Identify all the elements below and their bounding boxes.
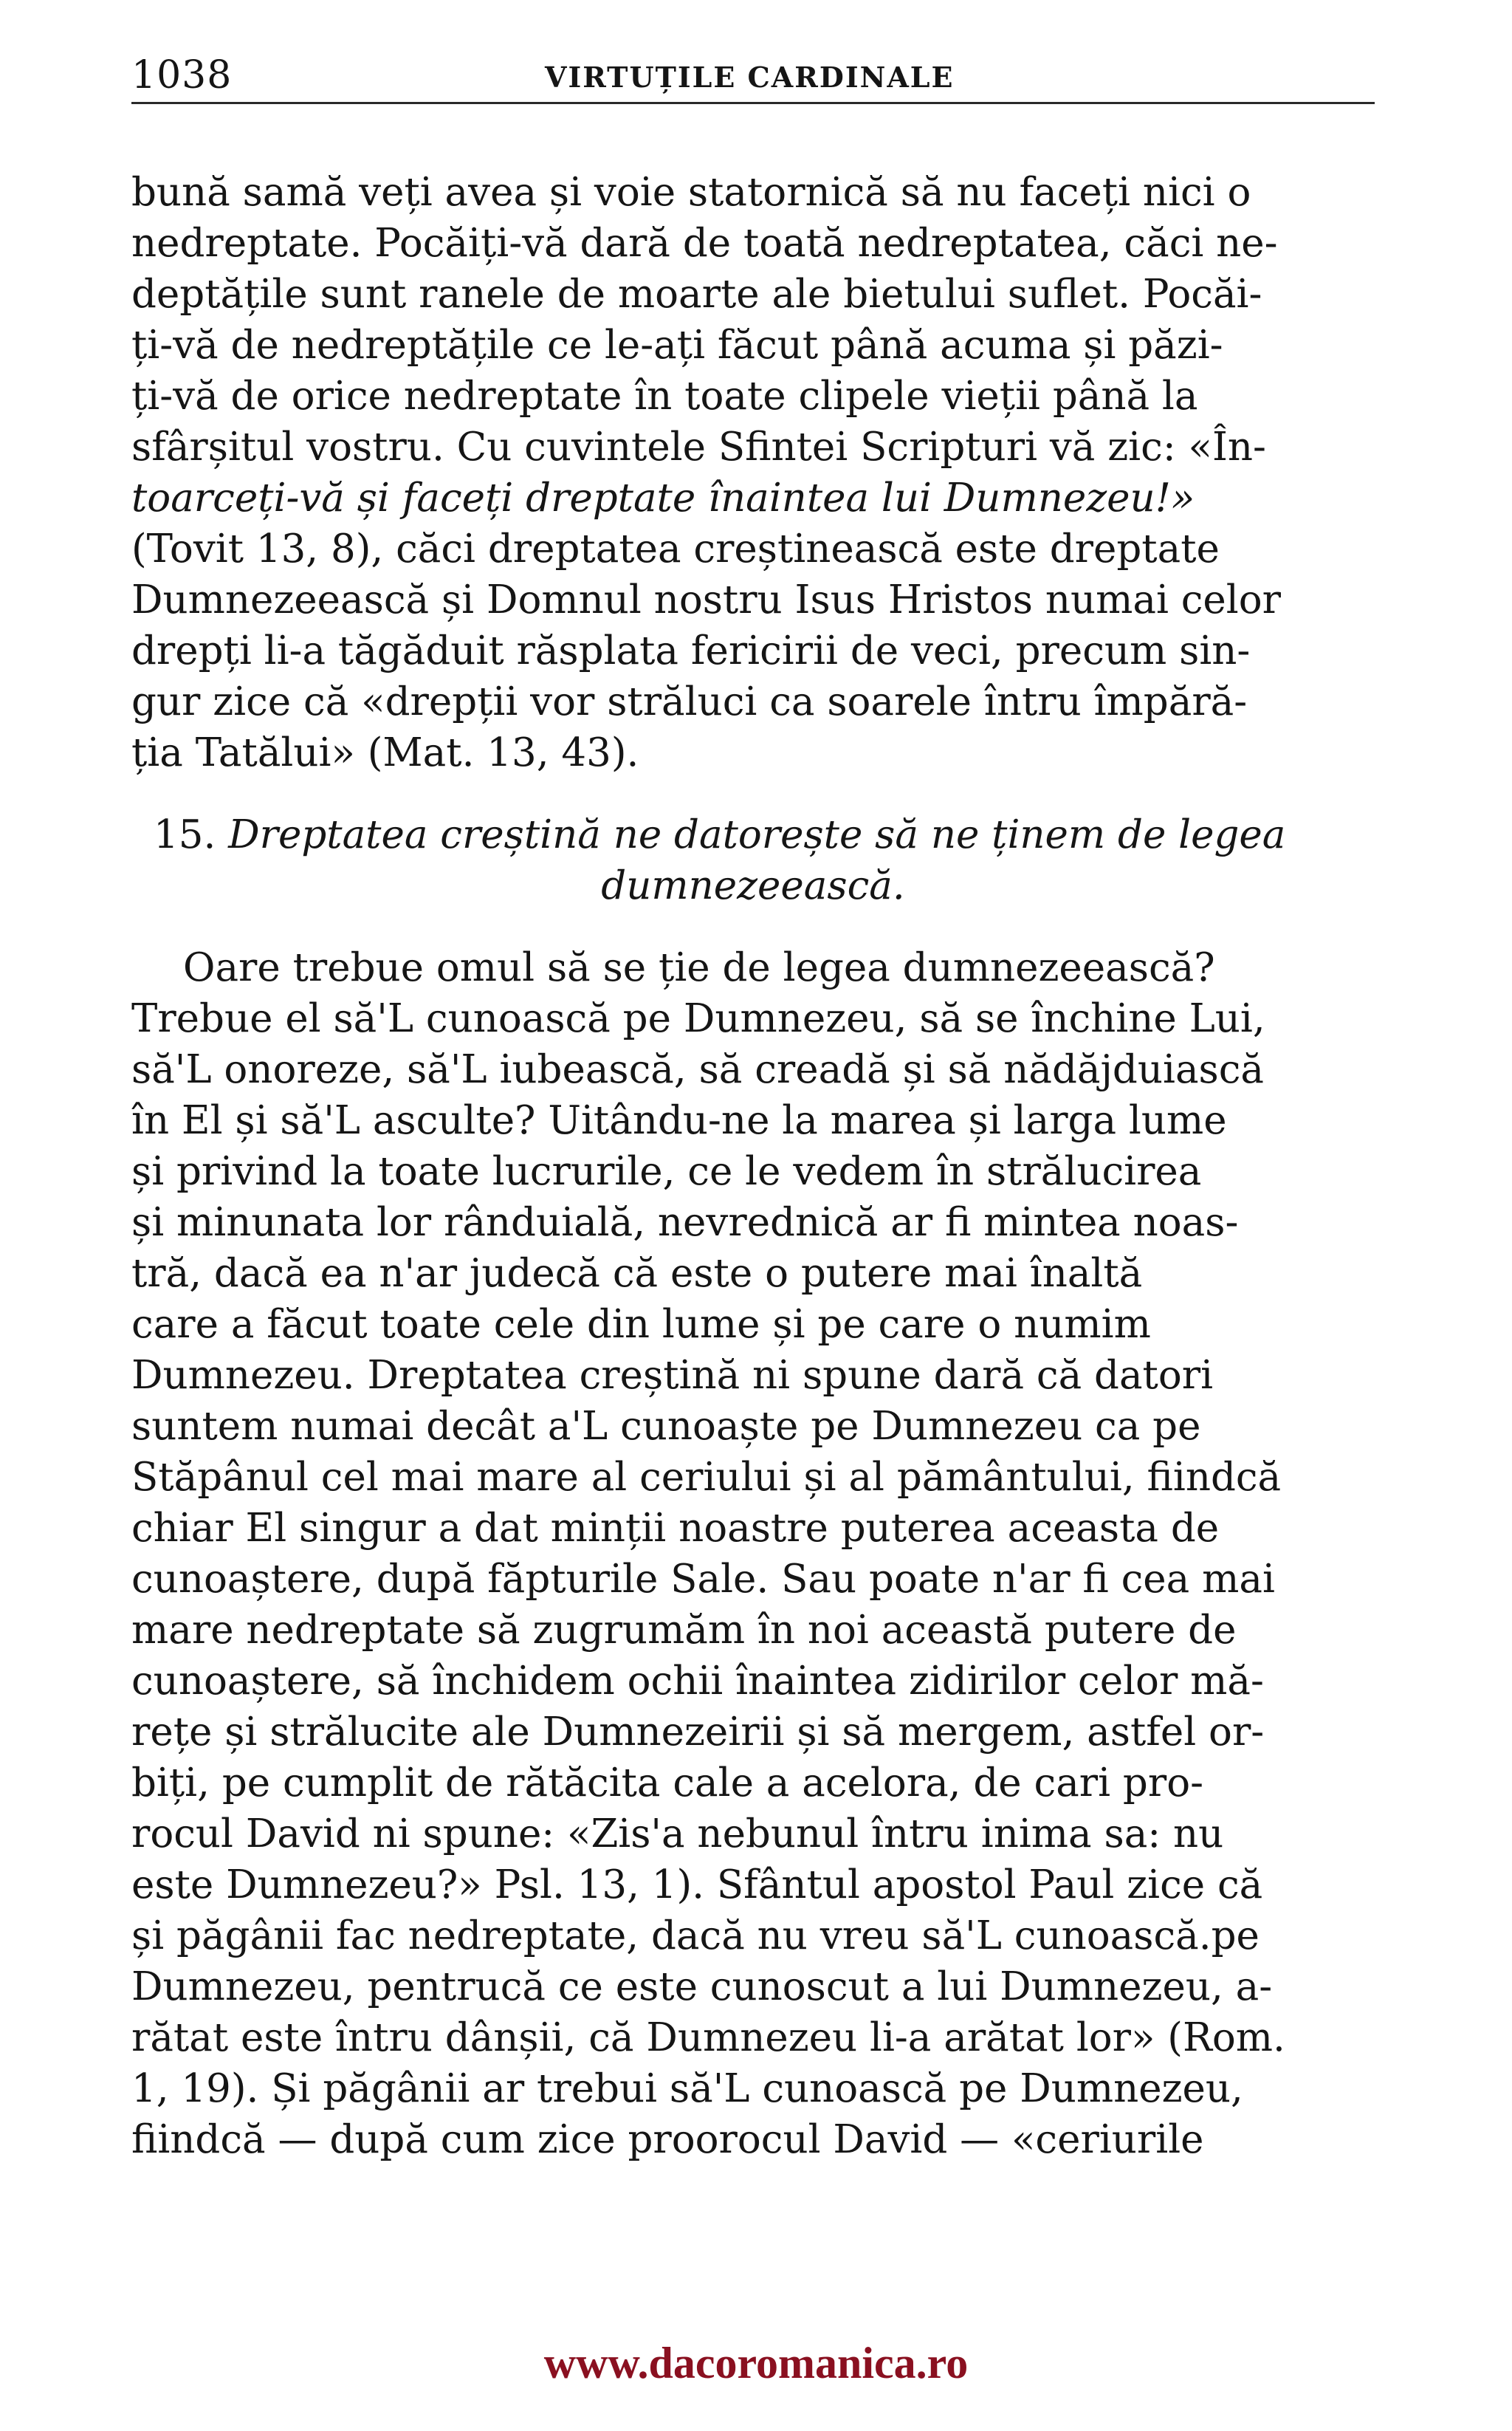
text-line: Dumnezeu, pentrucă ce este cunoscut a lui Dumnezeu, a- bbox=[131, 1964, 1273, 2009]
text-line: biți, pe cumplit de rătăcita cale a acelora, de cari pro- bbox=[131, 1760, 1204, 1806]
running-head: VIRTUȚILE CARDINALE bbox=[545, 61, 955, 94]
text-line: este Dumnezeu?» Psl. 13, 1). Sfântul apostol Paul zice că bbox=[131, 1862, 1263, 1907]
text-line: în El și să'L asculte? Uitându-ne la marea și larga lume bbox=[131, 1098, 1227, 1143]
text-line: 1, 19). Și păgânii ar trebui să'L cunoască pe Dumnezeu, bbox=[131, 2066, 1243, 2111]
text-line: ția Tatălui» (Mat. 13, 43). bbox=[131, 730, 639, 775]
text-line: Stăpânul cel mai mare al ceriului și al pământului, fiindcă bbox=[131, 1455, 1282, 1500]
text-line: și păgânii fac nedreptate, dacă nu vreu să'L cunoască.pe bbox=[131, 1913, 1260, 1958]
text-line: (Tovit 13, 8), căci dreptatea creștinească este dreptate bbox=[131, 527, 1220, 572]
text-line: suntem numai decât a'L cunoaște pe Dumnezeu ca pe bbox=[131, 1404, 1201, 1449]
text-line: sfârșitul vostru. Cu cuvintele Sfintei Scripturi vă zic: «În- bbox=[131, 425, 1266, 470]
section-gap bbox=[131, 778, 1375, 809]
text-line: ți-vă de orice nedreptate în toate clipele vieții până la bbox=[131, 374, 1198, 419]
section-title-part-1: Dreptatea creștină ne datorește să ne ținem de legea bbox=[228, 812, 1286, 857]
text-line: rocul David ni spune: «Zis'a nebunul întru inima sa: nu bbox=[131, 1811, 1224, 1856]
text-line: gur zice că «drepții vor străluci ca soarele întru împără- bbox=[131, 679, 1248, 724]
page-number: 1038 bbox=[131, 53, 233, 97]
paragraph-1 bbox=[131, 167, 1375, 778]
section-heading-line-2: dumnezeească. bbox=[601, 863, 905, 908]
text-line: Oare trebue omul să se ție de legea dumnezeească? bbox=[183, 945, 1215, 990]
text-line: tră, dacă ea n'ar judecă că este o putere mai înaltă bbox=[131, 1251, 1143, 1296]
text-line: Trebue el să'L cunoască pe Dumnezeu, să se închine Lui, bbox=[131, 996, 1265, 1041]
paragraph-2 bbox=[131, 942, 1375, 2165]
text-line: rețe și strălucite ale Dumnezeirii și să mergem, astfel or- bbox=[131, 1710, 1265, 1755]
text-line: ți-vă de nedreptățile ce le-ați făcut până acuma și păzi- bbox=[131, 323, 1223, 368]
footer-website-url[interactable]: www.dacoromanica.ro bbox=[543, 2339, 969, 2387]
text-line: și privind la toate lucrurile, ce le vedem în strălucirea bbox=[131, 1149, 1202, 1194]
text-line: și minunata lor rânduială, nevrednică ar fi mintea noas- bbox=[131, 1200, 1239, 1245]
text-line: fiindcă — după cum zice proorocul David — «ceriurile bbox=[131, 2117, 1204, 2162]
section-heading-line-1 bbox=[131, 809, 1375, 860]
text-line: cunoaștere, să închidem ochii înaintea zidirilor celor mă- bbox=[131, 1659, 1264, 1704]
text-line: bună samă veți avea și voie statornică să nu faceți nici o bbox=[131, 170, 1251, 215]
text-line: Dumnezeească și Domnul nostru Isus Hristos numai celor bbox=[131, 577, 1281, 623]
section-gap bbox=[131, 911, 1375, 942]
text-line: toarceți-vă și faceți dreptate înaintea lui Dumnezeu!» bbox=[131, 476, 1195, 521]
text-line: care a făcut toate cele din lume și pe care o numim bbox=[131, 1302, 1151, 1347]
text-line: cunoaștere, după făpturile Sale. Sau poate n'ar fi cea mai bbox=[131, 1557, 1275, 1602]
section-heading bbox=[131, 809, 1375, 911]
text-line: chiar El singur a dat minții noastre puterea aceasta de bbox=[131, 1506, 1220, 1551]
text-line: să'L onoreze, să'L iubească, să creadă și să nădăjduiască bbox=[131, 1047, 1265, 1092]
text-line: rătat este întru dânșii, că Dumnezeu li-a arătat lor» (Rom. bbox=[131, 2015, 1285, 2060]
page-header bbox=[131, 49, 1375, 104]
body-text bbox=[131, 167, 1375, 2165]
text-line: deptățile sunt ranele de moarte ale bietului suflet. Pocăi- bbox=[131, 272, 1262, 317]
text-line: mare nedreptate să zugrumăm în noi această putere de bbox=[131, 1608, 1237, 1653]
text-line: nedreptate. Pocăiți-vă dară de toată nedreptatea, căci ne- bbox=[131, 221, 1278, 266]
section-number: 15. bbox=[154, 812, 216, 857]
text-line: drepți li-a tăgăduit răsplata fericirii de veci, precum sin- bbox=[131, 628, 1251, 673]
text-line: Dumnezeu. Dreptatea creștină ni spune dară că datori bbox=[131, 1353, 1214, 1398]
